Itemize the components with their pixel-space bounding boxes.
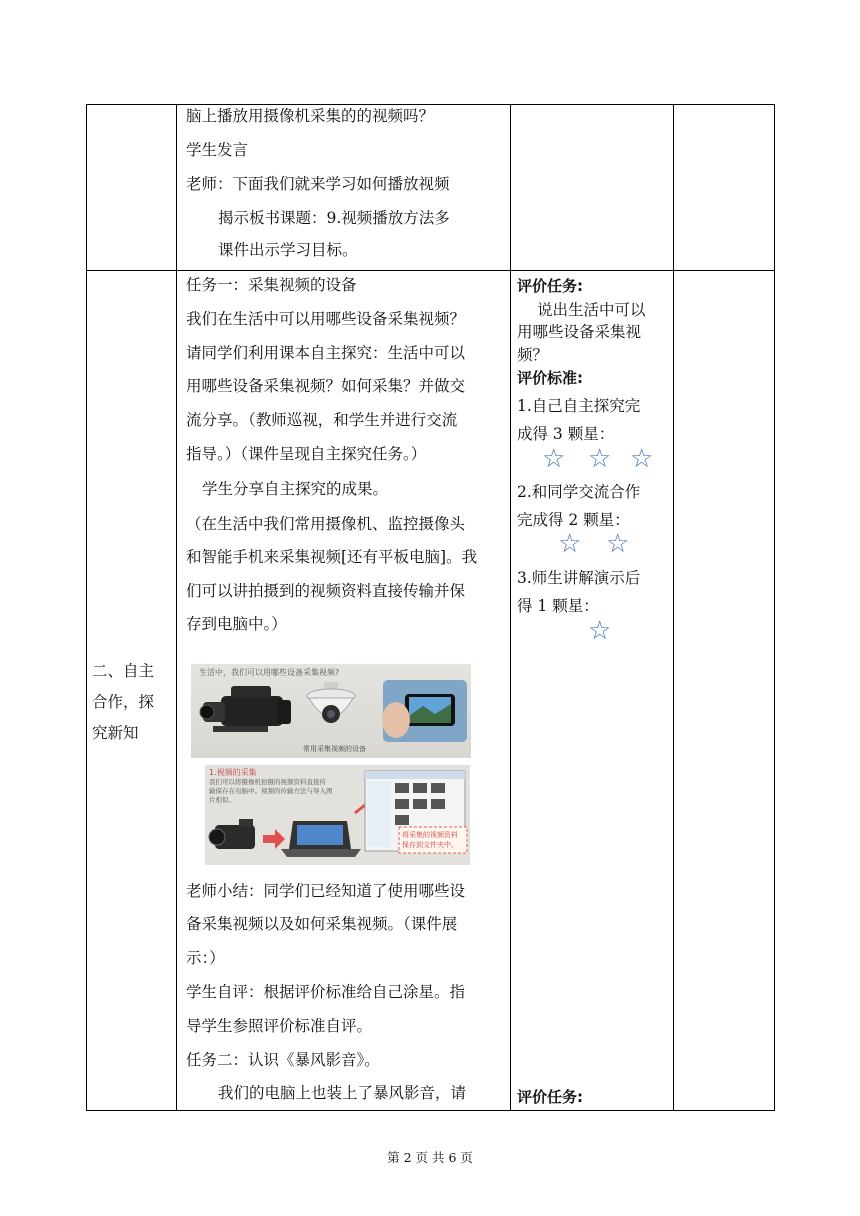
- capture-photo-note-2: 保存到文件夹中。: [402, 841, 458, 849]
- main-line-8: （在生活中我们常用摄像机、监控摄像头: [186, 515, 466, 533]
- after-line-6: 任务二：认识《暴风影音》。: [186, 1051, 380, 1069]
- table-border-right: [774, 104, 775, 1111]
- section-label-line-1: 二、自主: [92, 662, 155, 680]
- table-border-bottom: [86, 1110, 775, 1111]
- eval-item-2-line-1: 2.和同学交流合作: [517, 483, 641, 501]
- dome-camera-icon: [307, 682, 355, 723]
- table-divider-1: [176, 104, 177, 1111]
- capture-photo-note: [402, 830, 458, 850]
- main-line-4: 用哪些设备采集视频？如何采集？并做交: [186, 377, 466, 395]
- devices-photo: [191, 664, 471, 758]
- camcorder-small-icon: [209, 819, 255, 849]
- star-icon: ☆: [558, 529, 582, 559]
- after-line-5: 导学生参照评价标准自评。: [186, 1017, 373, 1035]
- main-line-10: 们可以讲拍摄到的视频资料直接传输并保: [186, 582, 466, 600]
- eval-item-3-line-2: 得 1 颗星：: [517, 597, 599, 615]
- devices-photo-caption: 生活中，我们可以用哪些设备采集视频?: [199, 668, 340, 677]
- eval-bottom-heading: 评价任务:: [517, 1088, 583, 1106]
- main-line-3: 请同学们利用课本自主探究：生活中可以: [186, 344, 466, 362]
- devices-photo-label: 常用采集视频的设备: [303, 745, 366, 753]
- eval-item-1-line-2: 成得 3 颗星：: [517, 425, 615, 443]
- top-line-5: 课件出示学习目标。: [218, 241, 358, 259]
- camcorder-icon: [200, 686, 291, 732]
- capture-photo-text-3: 片相似。: [209, 796, 235, 804]
- table-divider-3: [673, 104, 674, 1111]
- main-line-6: 指导。）（课件呈现自主探究任务。）: [186, 445, 427, 463]
- star-icon: ☆: [542, 444, 566, 474]
- after-line-3: 示：）: [186, 949, 225, 967]
- eval-item-2-line-2: 完成得 2 颗星：: [517, 511, 630, 529]
- table-row-divider: [86, 270, 775, 271]
- star-icon: ☆: [606, 529, 630, 559]
- star-icon: ☆: [630, 444, 654, 474]
- table-border-left: [86, 104, 87, 1111]
- capture-photo-note-1: 将采集的视频资料: [402, 831, 458, 839]
- eval-standard-heading: 评价标准:: [517, 369, 583, 387]
- main-line-9: 和智能手机来采集视频[还有平板电脑]。我: [186, 548, 478, 566]
- eval-task-heading: 评价任务:: [517, 277, 583, 295]
- laptop-icon: [281, 821, 361, 857]
- main-line-2: 我们在生活中可以用哪些设备采集视频？: [186, 310, 466, 328]
- star-icon: ☆: [588, 444, 612, 474]
- page-footer: 第 2 页 共 6 页: [387, 1150, 473, 1165]
- section-label: [92, 656, 172, 749]
- eval-item-3-line-1: 3.师生讲解演示后: [517, 569, 641, 587]
- eval-task-line-2: 用哪些设备采集视: [517, 323, 642, 341]
- main-line-7: 学生分享自主探究的成果。: [202, 480, 389, 498]
- arrow-right-icon: [263, 829, 285, 849]
- after-line-1: 老师小结：同学们已经知道了使用哪些设: [186, 882, 466, 900]
- table-divider-2: [510, 104, 511, 1111]
- smartphone-icon: [382, 680, 467, 742]
- top-line-3: 老师：下面我们就来学习如何播放视频: [186, 175, 450, 193]
- top-line-2: 学生发言: [186, 141, 249, 159]
- eval-task-line-3: 频？: [517, 346, 549, 364]
- top-line-4: 揭示板书课题：9.视频播放方法多: [218, 209, 450, 227]
- after-line-2: 备采集视频以及如何采集视频。（课件展: [186, 915, 458, 933]
- capture-photo-text-1: 我们可以将摄像机拍摄的视频资料直接传: [209, 778, 326, 786]
- section-label-line-3: 究新知: [92, 724, 139, 742]
- after-line-4: 学生自评：根据评价标准给自己涂星。指: [186, 983, 466, 1001]
- main-line-11: 存到电脑中。）: [186, 615, 287, 633]
- eval-item-1-line-1: 1.自己自主探究完: [517, 397, 641, 415]
- capture-photo-art: [205, 765, 470, 865]
- star-icon: ☆: [588, 616, 612, 646]
- capture-photo-title: 1.视频的采集: [209, 768, 257, 777]
- capture-photo: [205, 765, 470, 865]
- capture-photo-text-2: 输保存在电脑中。视频的传输方法与导入图: [209, 787, 333, 795]
- section-label-line-2: 合作，探: [92, 693, 155, 711]
- table-border-top: [86, 104, 775, 105]
- top-line-1: 脑上播放用摄像机采集的的视频吗？: [186, 107, 435, 125]
- eval-task-line-1: 说出生活中可以: [537, 301, 646, 319]
- arrow-right-icon-2: [355, 805, 365, 813]
- main-line-5: 流分享。（教师巡视，和学生并进行交流: [186, 411, 458, 429]
- main-line-1: 任务一：采集视频的设备: [186, 276, 357, 294]
- after-line-7: 我们的电脑上也装上了暴风影音，请: [218, 1084, 467, 1102]
